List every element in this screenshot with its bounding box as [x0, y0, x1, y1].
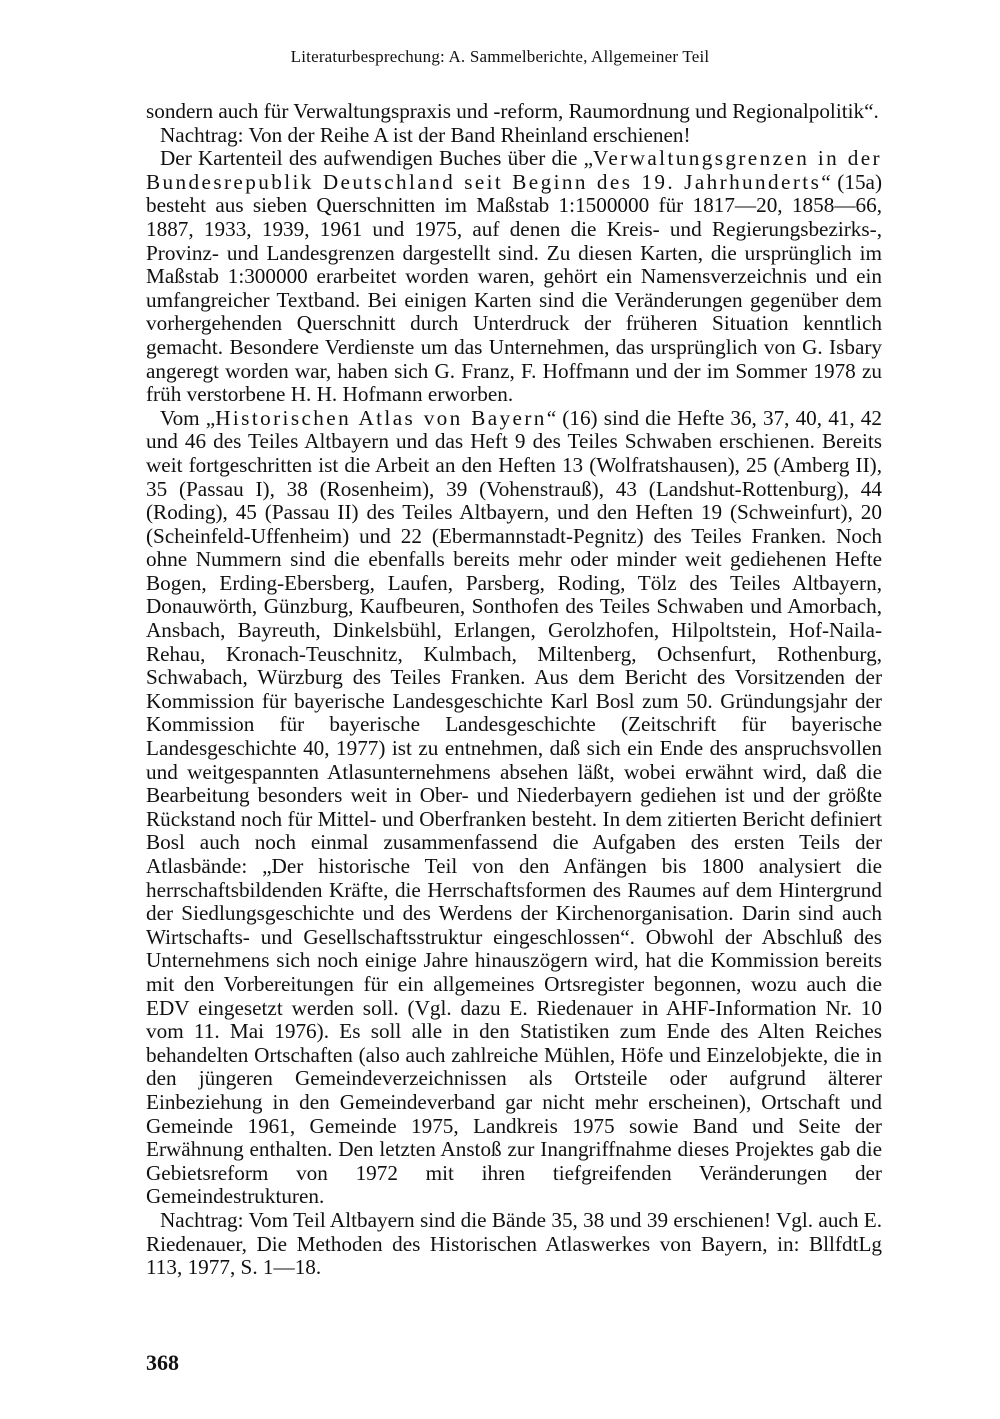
body-text	[146, 100, 882, 1280]
text-segment: “ (15a) besteht aus sieben Querschnitten im Maßstab 1:1500000 für 1817—20, 1858—66, 1887, 1933, 1939, 1961 und 1975, auf denen die Kreis- und Regierungsbezirks-, Provinz- und Landesgrenzen dargestellt sind. Zu diesen Karten, die ursprünglich im Maßstab 1:300000 erarbeitet worden waren, gehört ein Namensverzeichnis und ein umfangreicher Textband. Bei einigen Karten sind die Veränderungen gegenüber dem vorhergehenden Querschnitt durch Unterdruck der früheren Situation kenntlich gemacht. Besondere Verdienste um das Unternehmen, das ursprünglich von G. Isbary angeregt worden war, haben sich G. Franz, F. Hoffmann und der im Sommer 1978 zu früh verstorbene H. H. Hofmann erworben.	[146, 169, 882, 407]
paragraph-historischer-atlas	[146, 407, 882, 1209]
paragraph-nachtrag-altbayern: Nachtrag: Vom Teil Altbayern sind die Bände 35, 38 und 39 erschienen! Vgl. auch E. Riedenauer, Die Methoden des Historischen Atlaswerkes von Bayern, in: BllfdtLg 113, 1977, S. 1—18.	[146, 1207, 882, 1280]
text-segment: “ (16) sind die Hefte 36, 37, 40, 41, 42 und 46 des Teiles Altbayern und das Heft 9 des Teiles Schwaben erschienen. Bereits weit fortgeschritten ist die Arbeit an den Heften 13 (Wolfratshausen), 25 (Amberg II), 35 (Passau I), 38 (Rosenheim), 39 (Vohenstrauß), 43 (Landshut-Rottenburg), 44 (Roding), 45 (Passau II) des Teiles Altbayern, und den Heften 19 (Schweinfurt), 20 (Scheinfeld-Uffenheim) und 22 (Ebermannstadt-Pegnitz) des Teiles Franken. Noch ohne Nummern sind die ebenfalls bereits mehr oder minder weit gediehenen Hefte Bogen, Erding-Ebersberg, Laufen, Parsberg, Roding, Tölz des Teiles Altbayern, Donauwörth, Günzburg, Kaufbeuren, Sonthofen des Teiles Schwaben und Amorbach, Ansbach, Bayreuth, Dinkelsbühl, Erlangen, Gerolzhofen, Hilpoltstein, Hof-Naila-Rehau, Kronach-Teuschnitz, Kulmbach, Miltenberg, Ochsenfurt, Rothenburg, Schwabach, Würzburg des Teiles Franken. Aus dem Bericht des Vorsitzenden der Kommission für bayerische Landesgeschichte Karl Bosl zum 50. Gründungsjahr der Kommission für bayerische Landesgeschichte (Zeitschrift für bayerische Landesgeschichte 40, 1977) ist zu entnehmen, daß sich ein Ende des anspruchsvollen und weitgespannten Atlasunternehmens absehen läßt, wobei erwähnt wird, daß die Bearbeitung besonders weit in Ober- und Niederbayern gediehen ist und der größte Rückstand noch für Mittel- und Oberfranken besteht. In dem zitierten Bericht definiert Bosl auch noch einmal zusammenfassend die Aufgaben des ersten Teils der Atlasbände: „Der historische Teil von den Anfängen bis 1800 analysiert die herrschaftsbildenden Kräfte, die Herrschaftsformen des Raumes auf dem Hintergrund der Siedlungsgeschichte und des Werdens der Kirchenorganisation. Darin sind auch Wirtschafts- und Gesellschaftsstruktur eingeschlossen“. Obwohl der Abschluß des Unternehmens sich noch einige Jahre hinauszögern wird, hat die Kommission bereits mit den Vorbereitungen für ein allgemeines Ortsregister begonnen, wozu auch die EDV eingesetzt werden soll. (Vgl. dazu E. Riedenauer in AHF-Information Nr. 10 vom 11. Mai 1976). Es soll alle in den Statistiken zum Ende des Alten Reiches behandelten Ortschaften (also auch zahlreiche Mühlen, Höfe und Einzelobjekte, die in den jüngeren Gemeindeverzeichnissen als Ortsteile oder aufgrund älterer Einbeziehung in den Gemeindeverband gar nicht mehr erscheinen), Ortschaft und Gemeinde 1961, Gemeinde 1975, Landkreis 1975 sowie Band und Seite der Erwähnung enthalten. Den letzten Anstoß zur Inangriffnahme dieses Projektes gab die Gebietsreform von 1972 mit ihren tiefgreifenden Veränderungen der Gemeindestrukturen.	[146, 405, 882, 1209]
paragraph-verwaltungsgrenzen	[146, 147, 882, 407]
paragraph-continuation: sondern auch für Verwaltungspraxis und -reform, Raumordnung und Regionalpolitik“.	[146, 99, 879, 123]
spaced-book-title: Verwaltungsgrenzen in der Bundesrepublik Deutschland seit Beginn des 19. Jahrhunderts	[146, 146, 882, 194]
paragraph-nachtrag-rheinland: Nachtrag: Von der Reihe A ist der Band Rheinland erschienen!	[160, 122, 691, 147]
running-head: Literaturbesprechung: A. Sammelberichte, Allgemeiner Teil	[290, 47, 710, 66]
page-number: 368	[146, 1350, 179, 1375]
text-segment: Vom „	[160, 405, 216, 430]
text-segment: Der Kartenteil des aufwendigen Buches über die „	[160, 146, 594, 171]
spaced-atlas-title: Historischen Atlas von Bayern	[215, 405, 547, 430]
